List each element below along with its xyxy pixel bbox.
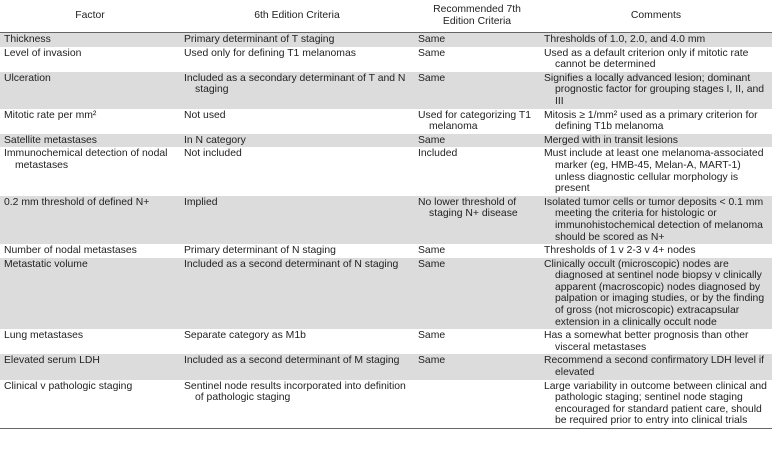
- sixth-text: Not included: [184, 148, 242, 160]
- cell-6th: [180, 354, 414, 379]
- factor-text: Satellite metastases: [4, 134, 97, 146]
- comments-text: Isolated tumor cells or tumor deposits < 0.1 mm meeting the criteria for histologic or immunohistochemical detection of melanoma should be scored as N+: [544, 196, 764, 243]
- comments-text: Used as a default criterion only if mitotic rate cannot be determined: [544, 47, 749, 71]
- seventh-text: Same: [418, 34, 446, 45]
- table-row: [0, 72, 772, 109]
- table-row: [0, 33, 772, 47]
- sixth-text: Implied: [184, 196, 218, 208]
- factor-text: Metastatic volume: [4, 258, 88, 270]
- sixth-text: Not used: [184, 109, 226, 121]
- factor-text: Ulceration: [4, 72, 51, 84]
- comments-text: Recommend a second confirmatory LDH level if elevated: [544, 355, 765, 379]
- comments-text: Clinically occult (microscopic) nodes are diagnosed at sentinel node biopsy v clinically apparent (macroscopic) nodes diagnosed by palpation or imaging studies, or by the finding of gross (not microscopic) extracapsular extension in a clinically occult node: [544, 258, 765, 328]
- cell-factor: [0, 196, 180, 244]
- cell-factor: [0, 258, 180, 330]
- seventh-text: Same: [418, 47, 446, 59]
- cell-7th: [414, 354, 540, 379]
- cell-factor: [0, 72, 180, 109]
- sixth-text: Included as a second determinant of M staging: [184, 355, 400, 367]
- table-header: [0, 0, 772, 33]
- cell-comments: [540, 329, 772, 354]
- sixth-text: Primary determinant of N staging: [184, 245, 336, 257]
- comments-text: Large variability in outcome between clinical and pathologic staging; sentinel node staging encouraged for standard patient care, should be required prior to entry into clinical trials: [544, 380, 767, 427]
- table-body: [0, 33, 772, 429]
- cell-7th: [414, 47, 540, 72]
- cell-6th: [180, 134, 414, 148]
- cell-6th: [180, 109, 414, 134]
- sixth-text: Used only for defining T1 melanomas: [184, 47, 356, 59]
- comments-text: Thresholds of 1 v 2-3 v 4+ nodes: [544, 245, 696, 257]
- seventh-text: Included: [418, 148, 458, 160]
- table-row: [0, 134, 772, 148]
- cell-comments: [540, 72, 772, 109]
- cell-7th: [414, 134, 540, 148]
- cell-7th: [414, 109, 540, 134]
- cell-7th: [414, 258, 540, 330]
- cell-comments: [540, 196, 772, 244]
- cell-factor: [0, 109, 180, 134]
- cell-6th: [180, 33, 414, 47]
- header-6th-edition: 6th Edition Criteria: [180, 0, 414, 33]
- cell-7th: [414, 196, 540, 244]
- cell-7th: [414, 72, 540, 109]
- sixth-text: Sentinel node results incorporated into definition of pathologic staging: [184, 380, 406, 404]
- cell-7th: [414, 244, 540, 258]
- seventh-text: Same: [418, 258, 446, 270]
- cell-comments: [540, 47, 772, 72]
- table-row: [0, 258, 772, 330]
- table-row: [0, 354, 772, 379]
- sixth-text: In N category: [184, 134, 246, 146]
- cell-7th: [414, 380, 540, 429]
- cell-comments: [540, 258, 772, 330]
- table-row: [0, 196, 772, 244]
- comments-text: Has a somewhat better prognosis than other visceral metastases: [544, 330, 749, 353]
- cell-comments: [540, 134, 772, 148]
- cell-6th: [180, 258, 414, 330]
- factor-text: 0.2 mm threshold of defined N+: [4, 196, 150, 208]
- sixth-text: Included as a second determinant of N staging: [184, 258, 399, 270]
- cell-factor: [0, 354, 180, 379]
- cell-comments: [540, 147, 772, 195]
- factor-text: Clinical v pathologic staging: [4, 380, 133, 392]
- table-row: [0, 329, 772, 354]
- sixth-text: Separate category as M1b: [184, 330, 306, 342]
- comments-text: Thresholds of 1.0, 2.0, and 4.0 mm: [544, 34, 706, 45]
- cell-6th: [180, 244, 414, 258]
- cell-factor: [0, 33, 180, 47]
- factor-text: Elevated serum LDH: [4, 355, 100, 367]
- cell-factor: [0, 147, 180, 195]
- cell-factor: [0, 134, 180, 148]
- sixth-text: Included as a secondary determinant of T and N staging: [184, 72, 406, 96]
- cell-factor: [0, 244, 180, 258]
- factor-text: Thickness: [4, 34, 51, 45]
- factor-text: Immunochemical detection of nodal metastases: [4, 148, 168, 171]
- factor-text: Number of nodal metastases: [4, 245, 137, 257]
- cell-7th: [414, 33, 540, 47]
- header-factor: Factor: [0, 0, 180, 33]
- seventh-text: Used for categorizing T1 melanoma: [418, 109, 532, 133]
- factor-text: Lung metastases: [4, 330, 84, 342]
- cell-factor: [0, 47, 180, 72]
- cell-6th: [180, 147, 414, 195]
- seventh-text: No lower threshold of staging N+ disease: [418, 196, 518, 220]
- cell-comments: [540, 244, 772, 258]
- seventh-text: Same: [418, 245, 446, 257]
- cell-6th: [180, 72, 414, 109]
- table-row: [0, 380, 772, 429]
- factor-text: Mitotic rate per mm²: [4, 109, 97, 121]
- seventh-text: Same: [418, 330, 446, 342]
- table-row: [0, 244, 772, 258]
- cell-factor: [0, 380, 180, 429]
- seventh-text: Same: [418, 72, 446, 84]
- cell-7th: [414, 329, 540, 354]
- cell-comments: [540, 109, 772, 134]
- seventh-text: Same: [418, 134, 446, 146]
- comments-text: Signifies a locally advanced lesion; dominant prognostic factor for grouping stages I, II, and III: [544, 72, 765, 107]
- cell-comments: [540, 33, 772, 47]
- cell-7th: [414, 147, 540, 195]
- factor-text: Level of invasion: [4, 47, 82, 59]
- cell-6th: [180, 196, 414, 244]
- cell-6th: [180, 329, 414, 354]
- comments-text: Mitosis ≥ 1/mm² used as a primary criterion for defining T1b melanoma: [544, 109, 758, 133]
- cell-factor: [0, 329, 180, 354]
- table-row: [0, 147, 772, 195]
- cell-6th: [180, 380, 414, 429]
- header-7th-edition: Recommended 7th Edition Criteria: [414, 0, 540, 33]
- table-row: [0, 109, 772, 134]
- cell-comments: [540, 380, 772, 429]
- table-row: [0, 47, 772, 72]
- comments-text: Merged with in transit lesions: [544, 134, 678, 146]
- header-comments: Comments: [540, 0, 772, 33]
- sixth-text: Primary determinant of T staging: [184, 34, 335, 45]
- seventh-text: Same: [418, 355, 446, 367]
- header-row: [0, 0, 772, 33]
- comments-text: Must include at least one melanoma-associated marker (eg, HMB-45, Melan-A, MART-1) unless diagnostic cellular morphology is present: [544, 148, 764, 195]
- cell-comments: [540, 354, 772, 379]
- cell-6th: [180, 47, 414, 72]
